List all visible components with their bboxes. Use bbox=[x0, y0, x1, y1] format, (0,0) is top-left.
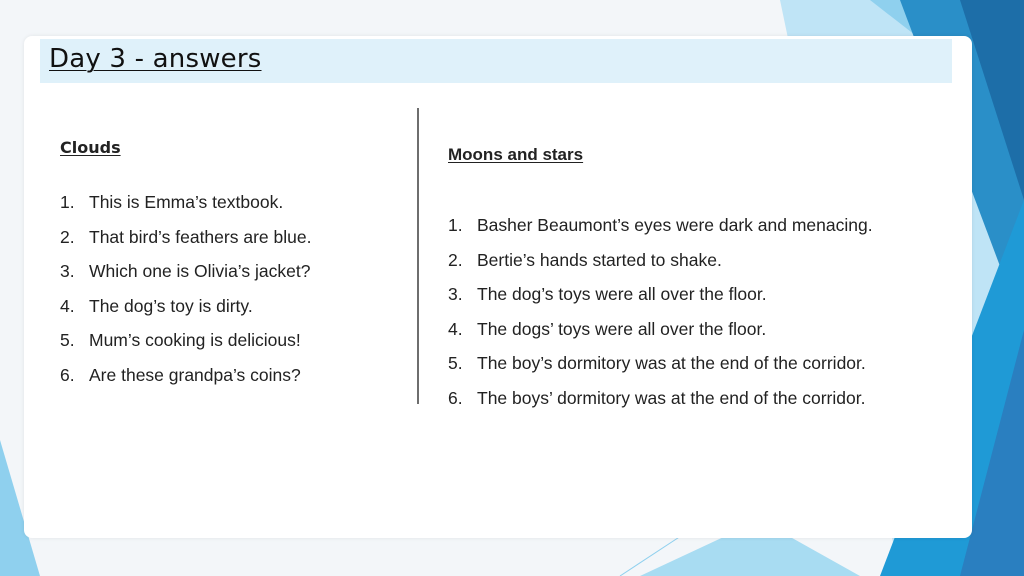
item-text: Bertie’s hands started to shake. bbox=[477, 249, 722, 270]
item-number: 4. bbox=[448, 318, 463, 339]
item-text: The boy’s dormitory was at the end of the corridor. bbox=[477, 353, 866, 374]
item-number: 4. bbox=[60, 295, 75, 316]
item-text: Basher Beaumont’s eyes were dark and menacing. bbox=[477, 215, 873, 235]
list-item bbox=[60, 363, 311, 398]
item-number: 6. bbox=[60, 364, 75, 385]
item-number: 1. bbox=[448, 215, 463, 235]
item-text: Which one is Olivia’s jacket? bbox=[89, 261, 311, 282]
list-item bbox=[60, 328, 311, 363]
item-text: That bird’s feathers are blue. bbox=[89, 226, 312, 247]
item-number: 3. bbox=[60, 261, 75, 282]
item-text: Are these grandpa’s coins? bbox=[89, 364, 301, 385]
item-text: This is Emma’s textbook. bbox=[89, 192, 284, 212]
item-text: The dog’s toy is dirty. bbox=[89, 295, 253, 316]
list-item bbox=[60, 294, 311, 329]
item-text: The dog’s toys were all over the floor. bbox=[477, 284, 767, 305]
list-item bbox=[448, 317, 873, 352]
item-number: 2. bbox=[448, 249, 463, 270]
list-item bbox=[448, 282, 873, 317]
clouds-heading: Clouds bbox=[60, 138, 121, 157]
moons-and-stars-heading: Moons and stars bbox=[448, 145, 584, 164]
list-item bbox=[448, 386, 873, 421]
item-number: 3. bbox=[448, 284, 463, 305]
item-number: 1. bbox=[60, 192, 75, 212]
column-divider bbox=[417, 108, 419, 404]
list-item bbox=[60, 190, 311, 225]
item-text: The dogs’ toys were all over the floor. bbox=[477, 318, 767, 339]
list-item bbox=[448, 213, 873, 248]
list-item bbox=[448, 248, 873, 283]
list-item bbox=[60, 259, 311, 294]
moons-and-stars-column bbox=[448, 145, 583, 165]
list-item bbox=[448, 351, 873, 386]
item-text: Mum’s cooking is delicious! bbox=[89, 330, 301, 351]
clouds-answer-list bbox=[60, 190, 311, 398]
item-number: 6. bbox=[448, 387, 463, 408]
page-title: Day 3 - answers bbox=[49, 44, 262, 74]
item-number: 5. bbox=[448, 353, 463, 374]
list-item bbox=[60, 225, 311, 260]
moons-and-stars-answer-list bbox=[448, 213, 873, 421]
item-text: The boys’ dormitory was at the end of the corridor. bbox=[477, 387, 866, 408]
item-number: 5. bbox=[60, 330, 75, 351]
item-number: 2. bbox=[60, 226, 75, 247]
clouds-column bbox=[60, 138, 121, 157]
